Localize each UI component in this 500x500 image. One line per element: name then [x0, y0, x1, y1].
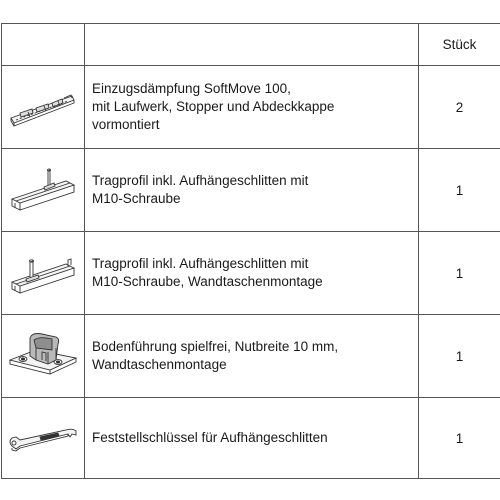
locking-key-icon [6, 418, 80, 458]
table-row [2, 149, 500, 232]
description-line: Bodenführung spielfrei, Nutbreite 10 mm, [92, 339, 339, 354]
header-empty-cell [85, 24, 419, 66]
qty-cell: 1 [419, 315, 500, 398]
qty-header: Stück [419, 24, 500, 66]
qty-cell: 2 [419, 66, 500, 149]
table-header-row [2, 24, 500, 66]
description-line: Einzugsdämpfung SoftMove 100, [92, 81, 291, 96]
header-empty-cell [2, 24, 85, 66]
image-cell [2, 149, 85, 232]
description-cell [85, 232, 419, 315]
description-cell [85, 66, 419, 149]
support-profile-icon [8, 165, 78, 215]
image-cell [2, 315, 85, 398]
description-cell [85, 149, 419, 232]
description-line: Tragprofil inkl. Aufhängeschlitten mit [92, 256, 309, 271]
description-line: M10-Schraube [92, 191, 181, 206]
description-line: Feststellschlüssel für Aufhängeschlitten [92, 430, 328, 445]
table-row [2, 232, 500, 315]
image-cell [2, 232, 85, 315]
description-line: vormontiert [92, 117, 160, 132]
image-cell [2, 398, 85, 479]
qty-cell: 1 [419, 398, 500, 479]
table-row [2, 398, 500, 479]
description-line: M10-Schraube, Wandtaschenmontage [92, 274, 323, 289]
image-cell [2, 66, 85, 149]
qty-cell: 1 [419, 232, 500, 315]
description-cell [85, 398, 419, 479]
floor-guide-icon [6, 326, 80, 386]
description-line: mit Laufwerk, Stopper und Abdeckkappe [92, 99, 335, 114]
description-line: Tragprofil inkl. Aufhängeschlitten mit [92, 173, 309, 188]
table-row [2, 66, 500, 149]
description-line: Wandtaschenmontage [92, 357, 227, 372]
parts-list-table [1, 23, 500, 479]
soft-close-damper-icon [8, 82, 78, 132]
qty-cell: 1 [419, 149, 500, 232]
description-cell [85, 315, 419, 398]
support-profile-wall-icon [8, 248, 78, 298]
table-row [2, 315, 500, 398]
